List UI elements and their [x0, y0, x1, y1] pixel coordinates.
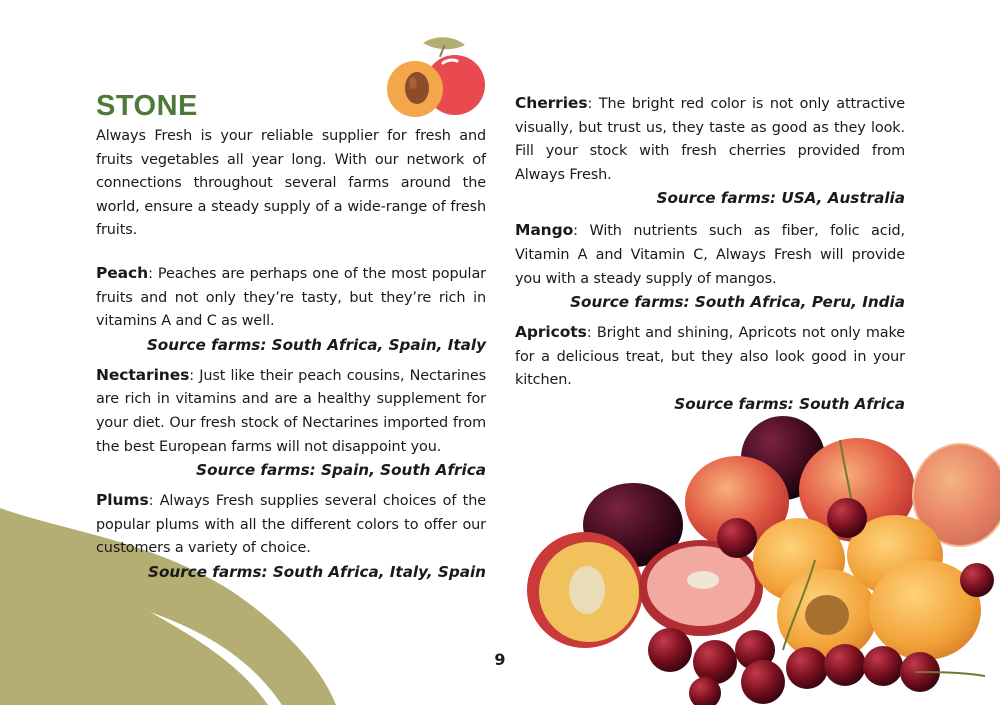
source-farms: Source farms: South Africa, Peru, India	[570, 293, 905, 312]
fruit-entry-peach	[96, 262, 486, 356]
fruit-description: : Peaches are perhaps one of the most popular fruits and not only they’re tasty, but they’re rich in vitamins A and C as well.	[96, 265, 486, 330]
fruit-description: : The bright red color is not only attractive visually, but trust us, they taste as good as they look. Fill your stock with fresh cherries provided from Always Fresh.	[515, 96, 905, 183]
fruit-name: Mango	[515, 221, 574, 240]
stone-fruits-photo	[515, 410, 1000, 705]
fruit-entry-apricots	[515, 321, 905, 415]
source-farms: Source farms: Spain, South Africa	[196, 461, 486, 480]
intro-paragraph: Always Fresh is your reliable supplier for fresh and fruits vegetables all year long. With our network of connections throughout several farms around the world, ensure a steady supply of a wide-range of fresh fruits.	[96, 128, 486, 239]
fruit-name: Cherries	[515, 94, 588, 112]
right-column	[515, 92, 905, 415]
fruit-description: : Always Fresh supplies several choices of the popular plums with all the different colors to offer our customers a variety of choice.	[96, 493, 486, 557]
fruit-name: Nectarines	[96, 365, 190, 384]
fruit-name: Peach	[96, 263, 149, 282]
page-number: 9	[494, 650, 506, 669]
fruit-name: Plums	[96, 491, 149, 510]
fruit-entry-cherries	[515, 92, 905, 209]
fruit-description: : Just like their peach cousins, Nectarines are rich in vitamins and are a healthy supplement for your diet. Our fresh stock of Nectarines imported from the best European farms will not disappoint you.	[96, 367, 486, 455]
fruit-description: : Bright and shining, Apricots not only make for a delicious treat, but they also look good in your kitchen.	[515, 325, 905, 389]
fruit-entry-nectarines	[96, 364, 486, 481]
source-farms: Source farms: USA, Australia	[656, 189, 905, 208]
source-farms: Source farms: South Africa, Spain, Italy	[146, 335, 486, 354]
source-farms: Source farms: South Africa	[674, 394, 905, 413]
fruit-entry-plums	[96, 489, 486, 583]
fruit-entry-mango	[515, 219, 905, 313]
source-farms: Source farms: South Africa, Italy, Spain	[148, 562, 486, 581]
fruit-description: : With nutrients such as fiber, folic acid, Vitamin A and Vitamin C, Always Fresh will provide you with a steady supply of mangos.	[515, 223, 905, 287]
page-title: STONE	[96, 90, 198, 122]
fruit-name: Apricots	[515, 323, 587, 342]
left-column	[96, 90, 486, 583]
